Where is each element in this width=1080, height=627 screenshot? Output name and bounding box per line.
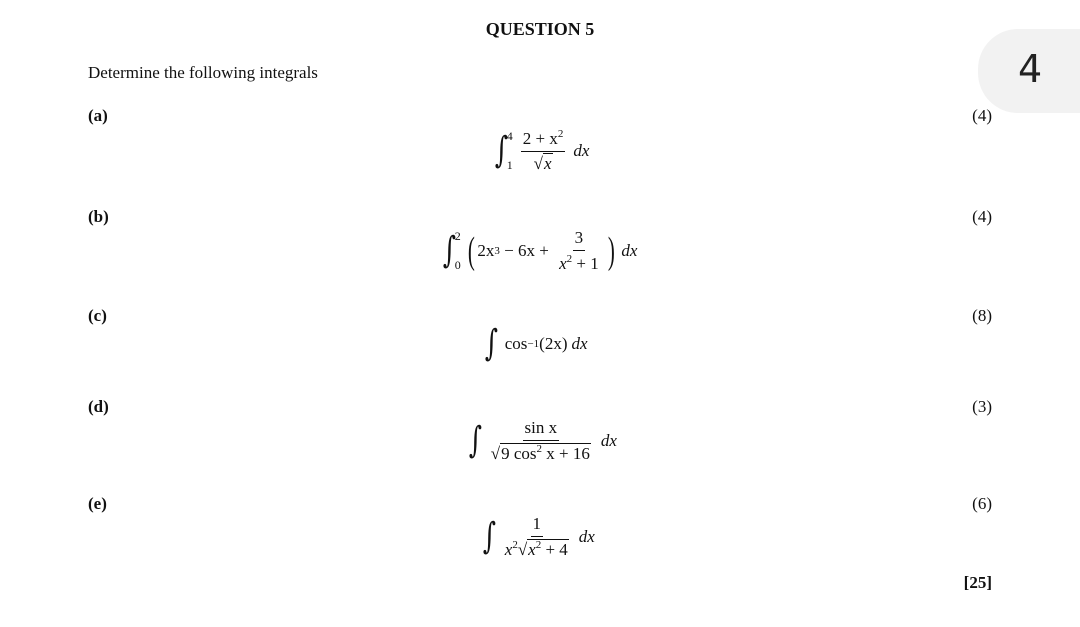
integral-b: ∫ 2 0 ( 2x 3 − 6x + $\frac{3}{x^2 + 1}$ ) dx [442, 228, 638, 273]
numerator: 2 + x [522, 129, 558, 148]
part-c-marks: (8) [972, 306, 992, 325]
numerator: 1 [531, 514, 544, 537]
integral-e [480, 514, 595, 560]
radicand-exponent: 2 [536, 443, 543, 455]
dx: dx [578, 527, 595, 546]
denominator-exponent: 2 [566, 253, 573, 265]
lower-limit: 0 [454, 258, 461, 272]
term-lead-exponent: 3 [494, 245, 500, 257]
integral-sign: ∫ [482, 516, 496, 557]
lower-limit: 1 [506, 158, 513, 172]
integral-sign: ∫ [442, 230, 456, 271]
fraction: $\frac{\text{sin x}}{√9 \cos^2 x + 16}$ [490, 418, 590, 463]
radicand-end: x + 16 [542, 444, 590, 463]
denominator-exponent: 2 [512, 539, 518, 551]
numerator: sin x [523, 418, 560, 441]
radicand-tail: + 4 [541, 540, 568, 559]
radicand-exponent: 2 [535, 539, 542, 551]
integral-d [466, 418, 617, 464]
part-e-marks: (6) [972, 494, 992, 513]
denominator-var: x [504, 540, 513, 559]
fraction: $\frac{2 + x^2}{√x}$ [522, 128, 564, 173]
function-exponent: −1 [527, 338, 540, 350]
part-a-marks: (4) [972, 106, 992, 125]
upper-limit: 2 [454, 229, 461, 243]
exponent: 2 [557, 128, 564, 140]
denominator-radicand: x [543, 154, 552, 173]
function-argument: (2x) [539, 334, 568, 353]
integral-sign: ∫ [494, 130, 508, 171]
dx: dx [600, 431, 617, 450]
integral-sign: ∫ [468, 420, 482, 461]
page-number: 4 [1018, 47, 1043, 91]
part-d-label: (d) [88, 397, 109, 416]
integral-sign: ∫ [484, 323, 498, 364]
part-c-label: (c) [88, 306, 107, 325]
dx: dx [621, 241, 638, 260]
integral-a [492, 128, 589, 174]
radicand-var: x [528, 540, 536, 559]
upper-limit: 4 [506, 129, 513, 143]
part-b-label: (b) [88, 207, 109, 226]
part-b-marks: (4) [972, 207, 992, 226]
numerator: 3 [573, 228, 586, 251]
denominator-var: x [559, 254, 567, 273]
part-a-label: (a) [88, 106, 108, 125]
fraction [557, 228, 601, 274]
question-title: QUESTION 5 [485, 19, 595, 39]
term-lead: 2x [477, 241, 495, 260]
dx: dx [571, 334, 588, 353]
fraction: $\frac{1}{x^2√x^2 + 4}$ [504, 514, 568, 559]
part-d-marks: (3) [972, 397, 992, 416]
term-mid: − 6x + [499, 241, 554, 260]
radicand-start: 9 cos [501, 444, 537, 463]
function-name: cos [504, 334, 528, 353]
total-marks: [25] [963, 573, 992, 592]
question-intro: Determine the following integrals [88, 63, 318, 82]
dx: dx [573, 141, 590, 160]
part-e-label: (e) [88, 494, 107, 513]
page-number-badge [978, 29, 1080, 113]
denominator-tail: + 1 [572, 254, 599, 273]
integral-c [482, 323, 588, 364]
